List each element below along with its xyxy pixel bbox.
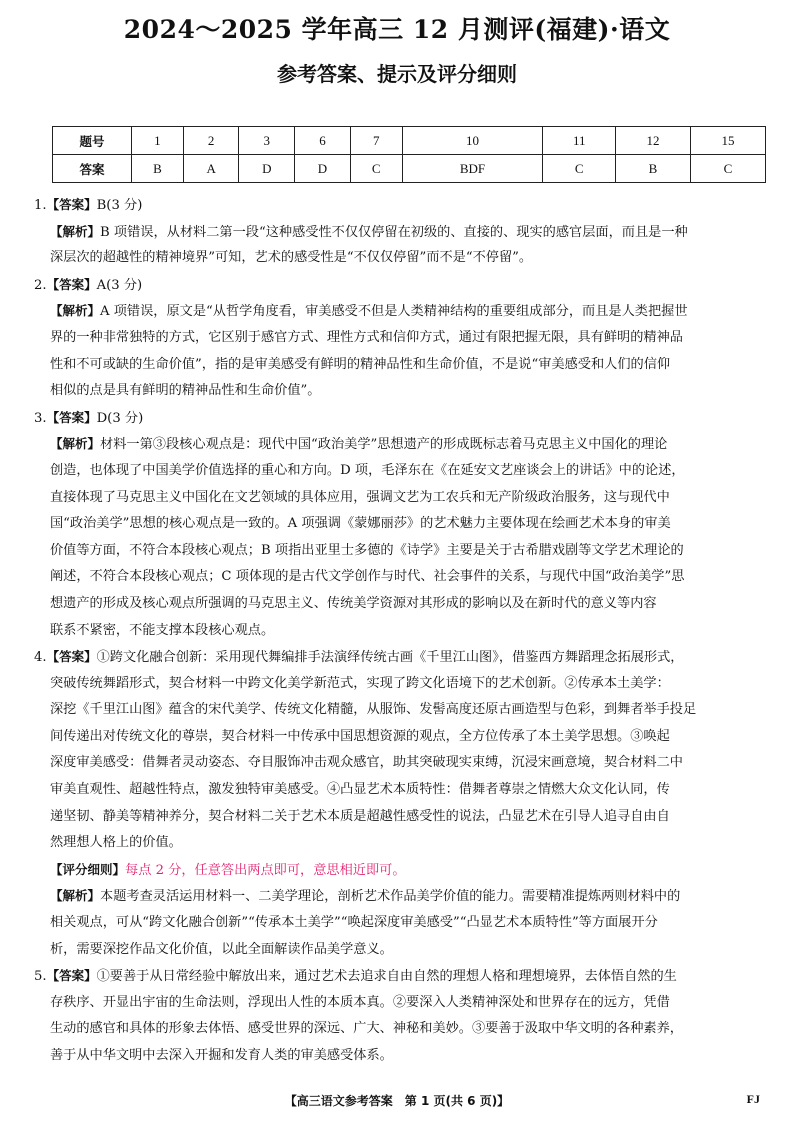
q5-answer-line: 善于从中华文明中去深入开掘和发育人类的审美感受体系。 xyxy=(50,1048,393,1063)
q4-analysis-line: 析，需要深挖作品文化价值，以此全面解读作品美学意义。 xyxy=(50,941,393,957)
q2-analysis-line: 相似的点是具有鲜明的精神品性和生命价值”。 xyxy=(50,383,321,399)
question-number: 2. xyxy=(34,277,47,293)
region-code: FJ xyxy=(746,1092,760,1106)
q4-answer-line: 审美直观性、超越性特点，激发独特审美感受。④凸显艺术本质特性：借舞者尊崇之情燃大众文化认同，传 xyxy=(50,782,670,798)
answer-row xyxy=(53,155,766,183)
q4-answer-line: 深度审美感受：借舞者灵动姿态、夺目服饰冲击观众感官，助其突破现实束缚，沉浸宋画意境，契合材料二中 xyxy=(50,755,683,771)
answer-cell: C xyxy=(690,155,765,183)
q4-analysis-line: 【解析】本题考查灵活运用材料一、二美学理论，剖析艺术作品美学价值的能力。需要精准提炼两则材料中的 xyxy=(50,888,681,905)
q3-analysis-line: 价值等方面，不符合本段核心观点；B 项指出亚里士多德的《诗学》主要是关于古希腊戏剧等文学艺术理论的 xyxy=(50,542,684,558)
question-number-cell: 15 xyxy=(690,127,765,155)
question-number-cell: 12 xyxy=(615,127,690,155)
question-number-cell: 11 xyxy=(543,127,615,155)
q2-answer: A(3 分) xyxy=(96,277,143,293)
answer-cell: D xyxy=(295,155,351,183)
answer-cell: B xyxy=(132,155,184,183)
q4-answer-line: 深挖《千里江山图》蕴含的宋代美学、传统文化精髓，从服饰、发髻高度还原古画造型与色彩，到舞者举手投足 xyxy=(50,702,697,718)
q4-answer-line: 4.【答案】①跨文化融合创新：采用现代舞编排手法演绎传统古画《千里江山图》，借鉴西方舞蹈理念拓展形式， xyxy=(34,649,684,666)
q3-analysis-line: 直接体现了马克思主义中国化在文艺领域的具体应用，强调文艺为工农兵和无产阶级政治服务，这与现代中 xyxy=(50,489,670,505)
q1-answer: B(3 分) xyxy=(96,198,143,213)
row-header-number: 题号 xyxy=(53,127,132,155)
q2-analysis-line: 性和不可或缺的生命价值”，指的是审美感受有鲜明的精神品性和生命价值，不是说“审美感受和人们的信仰 xyxy=(50,356,671,372)
answer-table xyxy=(52,126,766,183)
scoring-tag: 【评分细则】 xyxy=(50,861,126,877)
q3-analysis-line: 创造，也体现了中国美学价值选择的重心和方向。D 项，毛泽东在《在延安文艺座谈会上的讲话》中的论述， xyxy=(50,462,685,478)
answer-tag: 【答案】 xyxy=(46,197,97,212)
q3-analysis-line: 阐述，不符合本段核心观点；C 项体现的是古代文学创作与时代、社会事件的关系，与现代中国“政治美学”思 xyxy=(50,569,685,585)
analysis-tag: 【解析】 xyxy=(50,436,101,452)
q5-answer-line: 存秩序、开显出宇宙的生命法则，浮现出人性的本质本真。②要深入人类精神深处和世界存在的远方，凭借 xyxy=(50,994,670,1010)
page-subtitle: 参考答案、提示及评分细则 xyxy=(277,62,517,86)
q3-analysis-line: 【解析】材料一第③段核心观点是：现代中国“政治美学”思想遗产的形成既标志着马克思主义中国化的理论 xyxy=(50,436,668,453)
q1-answer-line xyxy=(34,192,760,219)
q4-answer-line: 突破传统舞蹈形式，契合材料一中跨文化美学新范式，实现了跨文化语境下的艺术创新。②传承本土美学： xyxy=(50,675,670,691)
analysis-tag: 【解析】 xyxy=(50,223,101,239)
question-number: 4. xyxy=(34,650,47,666)
question-number-cell: 3 xyxy=(239,127,295,155)
page-title: 2024～2025 学年高三 12 月测评(福建)·语文 xyxy=(123,15,671,44)
question-number: 5. xyxy=(34,969,47,985)
q2-analysis-line: 【解析】A 项错误，原文是“从哲学角度看，审美感受不但是人类精神结构的重要组成部分，而且是人类把握世 xyxy=(50,303,688,320)
q4-scoring-line xyxy=(34,857,760,884)
answer-cell: C xyxy=(543,155,615,183)
answer-explanations xyxy=(34,192,760,1070)
q2-answer-line xyxy=(34,272,760,299)
question-number-cell: 2 xyxy=(183,127,239,155)
question-number-cell: 10 xyxy=(402,127,543,155)
question-number-cell: 1 xyxy=(132,127,184,155)
answer-cell: A xyxy=(183,155,239,183)
analysis-tag: 【解析】 xyxy=(50,303,101,319)
answer-tag: 【答案】 xyxy=(46,276,97,292)
q3-answer-line xyxy=(34,405,760,432)
question-number: 1. xyxy=(34,198,47,213)
answer-cell: D xyxy=(239,155,295,183)
q3-answer: D(3 分) xyxy=(96,410,144,426)
page-footer: 【高三语文参考答案 第 1 页(共 6 页)】 xyxy=(284,1094,510,1108)
q4-analysis-line: 相关观点，可从“跨文化融合创新”“传承本土美学”“唤起深度审美感受”“凸显艺术本质特性”等方面展开分 xyxy=(50,915,658,931)
answer-cell: B xyxy=(615,155,690,183)
question-number: 3. xyxy=(34,410,47,426)
question-number-cell: 7 xyxy=(350,127,402,155)
q5-answer-line: 生动的感官和具体的形象去体悟、感受世界的深远、广大、神秘和美妙。③要善于汲取中华文明的各种素养， xyxy=(50,1021,683,1037)
q1-analysis-line: 【解析】B 项错误，从材料二第一段“这种感受性不仅仅停留在初级的、直接的、现实的感官层面，而且是一种 xyxy=(50,223,688,240)
q3-analysis-line: 想遗产的形成及核心观点所强调的马克思主义、传统美学资源对其形成的影响以及在新时代的意义等内容 xyxy=(50,595,657,611)
q4-answer-line: 递坚韧、静美等精神养分，契合材料二关于艺术本质是超越性感受性的说法，凸显艺术在引导人追寻自由自 xyxy=(50,808,670,824)
q4-scoring: 每点 2 分，任意答出两点即可，意思相近即可。 xyxy=(125,862,406,878)
q3-analysis-line: 联系不紧密，不能支撑本段核心观点。 xyxy=(50,622,275,638)
answer-cell: C xyxy=(350,155,402,183)
question-number-cell: 6 xyxy=(295,127,351,155)
answer-tag: 【答案】 xyxy=(46,968,97,984)
q1-analysis-line: 深层次的超越性的精神境界”可知，艺术的感受性是“不仅仅停留”而不是“不停留”。 xyxy=(50,250,533,266)
answer-tag: 【答案】 xyxy=(46,409,97,425)
analysis-tag: 【解析】 xyxy=(50,888,101,904)
q3-analysis-line: 国“政治美学”思想的核心观点是一致的。A 项强调《蒙娜丽莎》的艺术魅力主要体现在绘画艺术本身的审美 xyxy=(50,516,671,532)
row-header-answer: 答案 xyxy=(53,155,132,183)
question-number-row xyxy=(53,127,766,155)
q5-answer-line: 5.【答案】①要善于从日常经验中解放出来，通过艺术去追求自由自然的理想人格和理想境界，去体悟自然的生 xyxy=(34,968,677,985)
q4-answer-line: 然理想人格上的价值。 xyxy=(50,835,182,851)
q4-answer-line: 间传递出对传统文化的尊崇，契合材料一中传承中国思想资源的观点，全方位传承了本土美学思想。③唤起 xyxy=(50,728,670,744)
answer-cell: BDF xyxy=(402,155,543,183)
q2-analysis-line: 界的一种非常独特的方式，它区别于感官方式、理性方式和信仰方式，通过有限把握无限，具有鲜明的精神品 xyxy=(50,329,683,345)
answer-tag: 【答案】 xyxy=(46,649,97,665)
